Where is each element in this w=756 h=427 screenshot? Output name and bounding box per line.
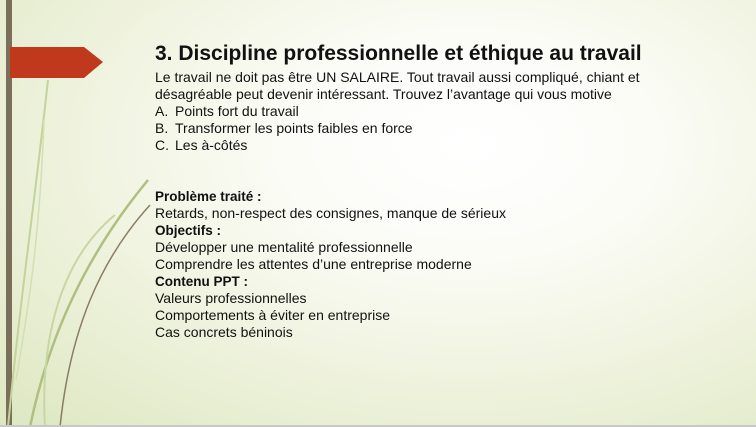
- decor-curve-4: [44, 215, 115, 427]
- list-marker: C.: [155, 137, 169, 153]
- intro-line-1: Le travail ne doit pas être UN SALAIRE. Tout travail aussi compliqué, chiant et: [155, 69, 640, 85]
- list-item-text: Points fort du travail: [175, 103, 299, 119]
- slide-content: [155, 40, 745, 341]
- probleme-heading: Problème traité :: [155, 189, 262, 204]
- contenu-item: Comportements à éviter en entreprise: [155, 307, 390, 323]
- points-list: [155, 103, 745, 154]
- contenu-item: Cas concrets béninois: [155, 324, 293, 340]
- list-marker: B.: [155, 120, 169, 136]
- contenu-heading: Contenu PPT :: [155, 274, 248, 289]
- list-marker: A.: [155, 103, 169, 119]
- spacer: [155, 154, 745, 188]
- list-item: [155, 120, 745, 137]
- list-item-text: Transformer les points faibles en force: [175, 120, 413, 136]
- slide-title: 3. Discipline professionnelle et éthique au travail: [155, 42, 642, 65]
- objectifs-item: Comprendre les attentes d’une entreprise moderne: [155, 256, 472, 272]
- probleme-text: Retards, non-respect des consignes, manque de sérieux: [155, 205, 506, 221]
- list-item: [155, 103, 745, 120]
- title-arrow-accent: [10, 47, 103, 78]
- objectifs-item: Développer une mentalité professionnelle: [155, 239, 413, 255]
- intro-line-2: désagréable peut devenir intéressant. Trouvez l’avantage qui vous motive: [155, 86, 612, 102]
- list-item: [155, 137, 745, 154]
- objectifs-heading: Objectifs :: [155, 223, 222, 238]
- list-item-text: Les à-côtés: [175, 137, 248, 153]
- contenu-item: Valeurs professionnelles: [155, 290, 307, 306]
